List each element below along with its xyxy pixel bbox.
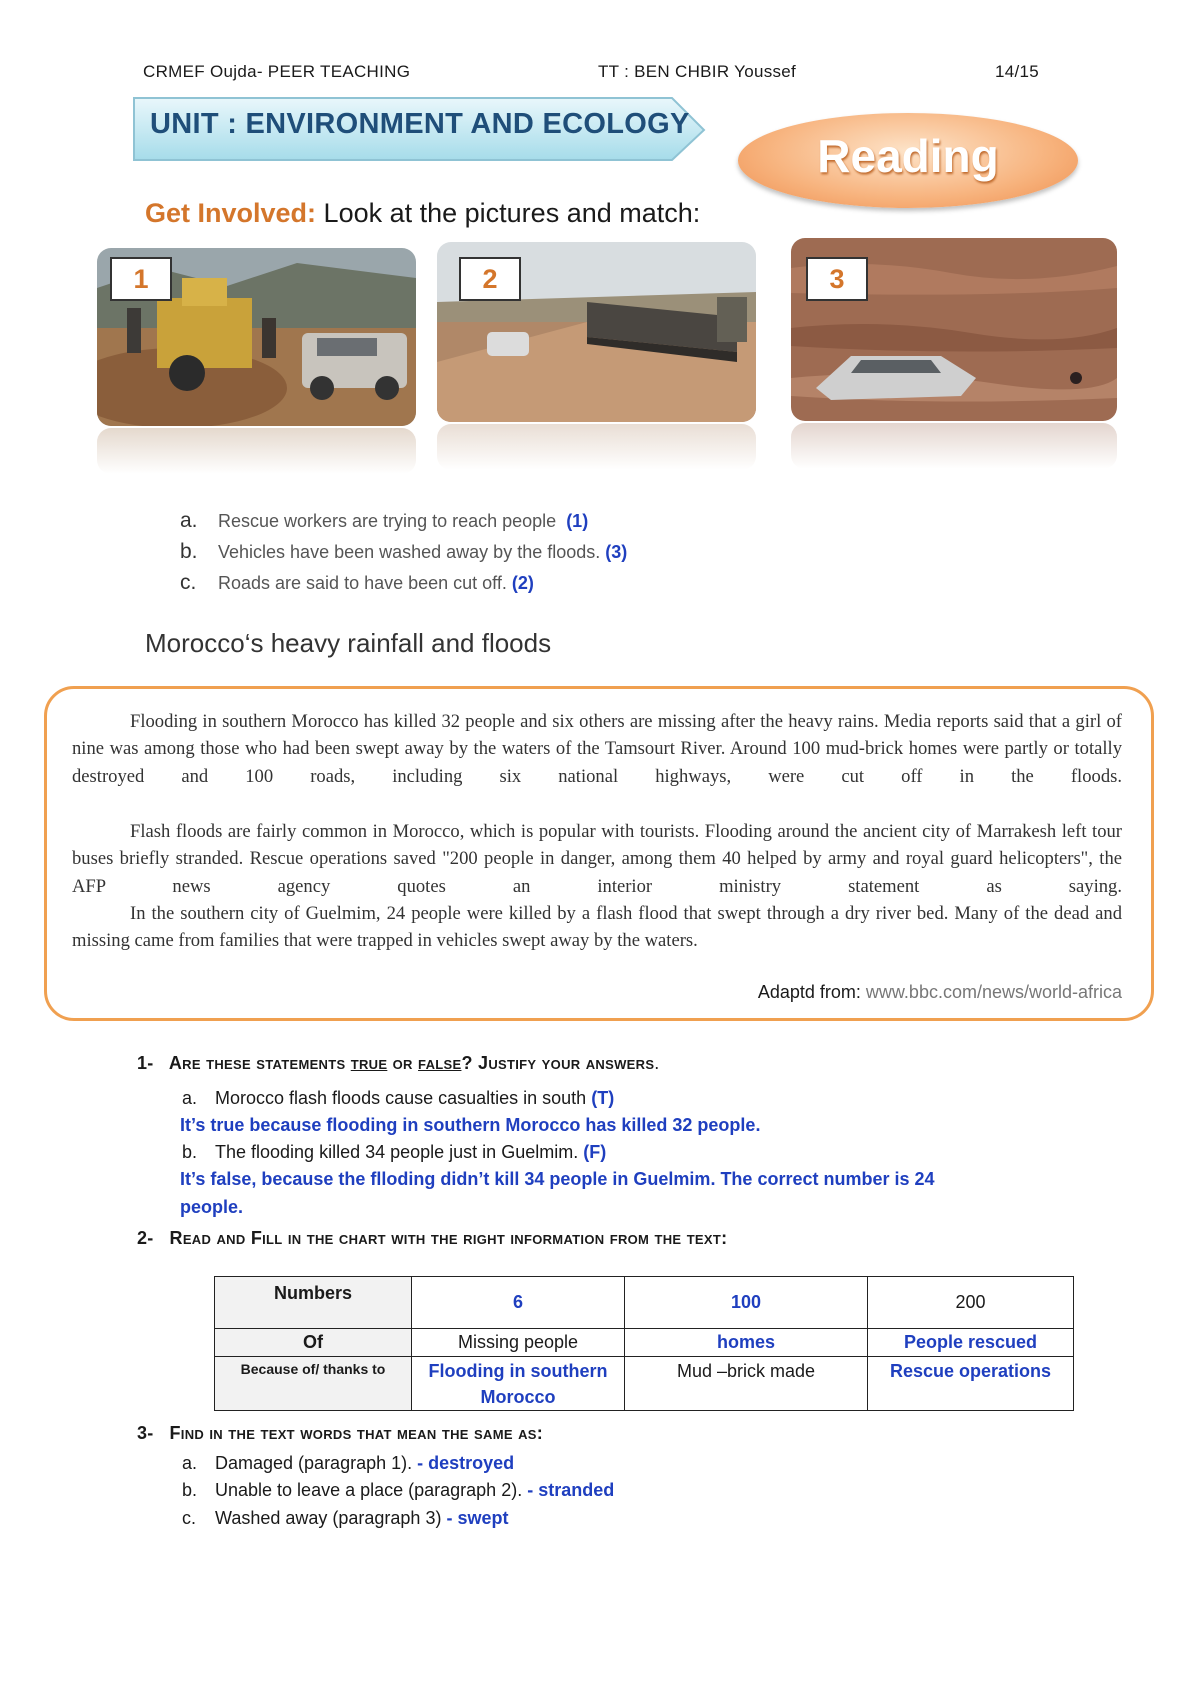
question-3-title: Find in the text words that mean the same as: bbox=[169, 1423, 544, 1443]
question-number: 2- bbox=[137, 1228, 154, 1248]
match-answer: (2) bbox=[511, 573, 534, 593]
cell-of: homes bbox=[625, 1329, 868, 1357]
match-item-c bbox=[180, 571, 534, 595]
numbers-row bbox=[215, 1277, 1074, 1329]
unit-title: UNIT : ENVIRONMENT AND ECOLOGY bbox=[150, 108, 690, 140]
q3-text: Damaged (paragraph 1). bbox=[215, 1453, 413, 1473]
because-row bbox=[215, 1357, 1074, 1411]
article-paragraph-1: Flooding in southern Morocco has killed 32 people and six others are missing after the heavy rains. Media reports said that a girl of nine was among those who had been swept away by the waters of the Tamsourt River. Around 100 mud-brick homes were partly or totally destroyed and 100 roads, including six national highways, were cut off in the floods. bbox=[72, 711, 1122, 787]
cell-of: People rescued bbox=[868, 1329, 1074, 1357]
or-word: or bbox=[387, 1053, 419, 1073]
match-letter: b. bbox=[180, 540, 198, 563]
q1-answer-b-line-1: It’s false, because the flloding didn’t kill 34 people in Guelmim. The correct number is 24 bbox=[180, 1169, 935, 1189]
statement-mark: (F) bbox=[583, 1142, 607, 1162]
question-2-title: Read and Fill in the chart with the right information from the text: bbox=[169, 1228, 728, 1248]
question-number: 1- bbox=[137, 1053, 154, 1073]
header-of: Of bbox=[215, 1329, 412, 1357]
cell-because: Mud –brick made bbox=[625, 1357, 868, 1411]
statement-text: Morocco flash floods cause casualties in south bbox=[215, 1088, 587, 1108]
header-left: CRMEF Oujda- PEER TEACHING bbox=[143, 62, 411, 81]
header-numbers: Numbers bbox=[215, 1277, 412, 1329]
cell-because: Rescue operations bbox=[868, 1357, 1074, 1411]
picture-number-2: 2 bbox=[459, 257, 521, 301]
get-involved-label: Get Involved: bbox=[145, 198, 317, 228]
match-letter: a. bbox=[180, 509, 198, 532]
match-text: Vehicles have been washed away by the floods. bbox=[218, 542, 601, 562]
match-text: Rescue workers are trying to reach people bbox=[218, 511, 557, 531]
header-because: Because of/ thanks to bbox=[215, 1357, 412, 1411]
cell-of: Missing people bbox=[412, 1329, 625, 1357]
question-1-period: . bbox=[654, 1053, 660, 1073]
match-text: Roads are said to have been cut off. bbox=[218, 573, 507, 593]
photo-2-reflection bbox=[437, 424, 756, 470]
get-involved-instruction bbox=[145, 198, 700, 229]
q1-answer-a: It’s true because flooding in southern Morocco has killed 32 people. bbox=[180, 1115, 761, 1135]
question-2-heading bbox=[137, 1228, 727, 1249]
question-1-title-end: ? Justify your answers bbox=[461, 1053, 655, 1073]
statement-letter: b. bbox=[182, 1142, 198, 1162]
q3-text: Unable to leave a place (paragraph 2). bbox=[215, 1480, 523, 1500]
picture-number-1: 1 bbox=[110, 257, 172, 301]
of-row bbox=[215, 1329, 1074, 1357]
info-chart bbox=[214, 1276, 1074, 1411]
true-word: true bbox=[350, 1053, 388, 1073]
q3-answer: - stranded bbox=[527, 1480, 615, 1500]
match-letter: c. bbox=[180, 571, 197, 594]
q3-answer: - swept bbox=[446, 1508, 509, 1528]
question-1-title: Are these statements bbox=[168, 1053, 351, 1073]
header-page-number: 14/15 bbox=[995, 62, 1040, 81]
article-title: Morocco‘s heavy rainfall and floods bbox=[145, 628, 552, 658]
question-1-heading bbox=[137, 1053, 660, 1074]
photo-1-reflection bbox=[97, 428, 416, 474]
cell-number: 100 bbox=[625, 1277, 868, 1329]
match-answer: (1) bbox=[566, 511, 589, 531]
match-item-b bbox=[180, 540, 627, 564]
source-label: Adaptd from: bbox=[757, 982, 861, 1002]
article-paragraph-3: In the southern city of Guelmim, 24 people were killed by a flash flood that swept through a dry river bed. Many of the dead and missing came from families that were trapped in vehicles swept away by the waters. bbox=[72, 903, 1122, 952]
q3-letter: b. bbox=[182, 1480, 198, 1500]
match-answer: (3) bbox=[605, 542, 628, 562]
get-involved-text: Look at the pictures and match: bbox=[323, 198, 701, 228]
statement-mark: (T) bbox=[591, 1088, 615, 1108]
reading-badge bbox=[738, 113, 1078, 208]
cell-number: 6 bbox=[412, 1277, 625, 1329]
false-word: false bbox=[418, 1053, 462, 1073]
statement-letter: a. bbox=[182, 1088, 198, 1108]
article-source bbox=[758, 982, 1122, 1003]
cell-number: 200 bbox=[868, 1277, 1074, 1329]
cell-because: Flooding in southern Morocco bbox=[412, 1357, 625, 1411]
article-paragraph-2: Flash floods are fairly common in Morocco, which is popular with tourists. Flooding around the ancient city of Marrakesh left tour buses briefly stranded. Rescue operations saved "200 people in danger, among them 40 helped by army and royal guard helicopters", the AFP news agency quotes an interior ministry statement as saying. bbox=[72, 821, 1122, 897]
question-number: 3- bbox=[137, 1423, 154, 1443]
source-url[interactable]: www.bbc.com/news/world-africa bbox=[865, 982, 1122, 1002]
q1-answer-b-line-2: people. bbox=[180, 1197, 244, 1217]
q3-answer: - destroyed bbox=[417, 1453, 515, 1473]
photo-3-reflection bbox=[791, 423, 1117, 469]
q3-text: Washed away (paragraph 3) bbox=[215, 1508, 442, 1528]
reading-label: Reading bbox=[817, 130, 999, 182]
q3-letter: a. bbox=[182, 1453, 198, 1473]
question-3-heading bbox=[137, 1423, 543, 1444]
q3-letter: c. bbox=[182, 1508, 197, 1528]
header-center: TT : BEN CHBIR Youssef bbox=[598, 62, 797, 81]
picture-number-3: 3 bbox=[806, 257, 868, 301]
statement-text: The flooding killed 34 people just in Guelmim. bbox=[215, 1142, 579, 1162]
match-item-a bbox=[180, 509, 588, 533]
